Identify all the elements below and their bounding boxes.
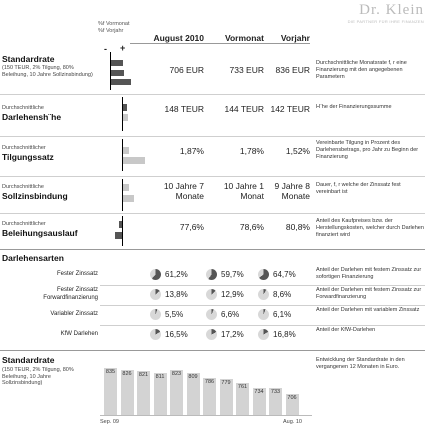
trend-bar [203, 378, 216, 415]
bar-prev-month [119, 221, 122, 228]
darlehensart-label: Variabler Zinssatz [50, 311, 98, 317]
share-pie-current [150, 329, 161, 340]
trend-description: Entwicklung der Standardrate in den vergangenen 12 Monaten in Euro. [316, 357, 405, 370]
share-pie-prev-month [206, 289, 217, 300]
row-title: Sollzinsbindung [2, 191, 68, 201]
share-pie-prev-year [258, 329, 269, 340]
trend-title: Standardrate [2, 355, 55, 365]
divider [0, 94, 425, 95]
darlehensart-description: Anteil der Darlehen mit variablem Zinssatz [316, 307, 420, 313]
bar-prev-year [111, 70, 124, 76]
share-value-prev-year: 8,6% [273, 290, 292, 299]
trend-bar [236, 383, 249, 415]
share-value-current: 16,5% [165, 330, 188, 339]
share-value-current: 13,8% [165, 290, 188, 299]
value-prev-year: 80,8% [285, 222, 310, 232]
bar-prev-year [123, 114, 128, 121]
bar-prev-year [123, 195, 134, 202]
value-prev-month: 733 EUR [229, 65, 264, 75]
value-current: 706 EUR [169, 65, 204, 75]
darlehensart-description: Anteil der Darlehen mit festem Zinssatz zur sofortigen Finanzierung [316, 267, 422, 280]
trend-bar-label: 786 [204, 378, 215, 385]
value-current: 148 TEUR [164, 104, 204, 114]
row-tilgungssatz [0, 139, 425, 175]
trend-bar-label: 779 [221, 380, 231, 387]
share-pie-current [150, 309, 161, 320]
share-pie-prev-month [206, 329, 217, 340]
row-description: Dauer, f, r welche der Zinssatz fest vereinbart ist [316, 182, 401, 195]
trend-bar [220, 379, 233, 415]
trend-bar-label: 823 [171, 371, 182, 378]
trend-bar [154, 373, 167, 415]
divider [100, 305, 425, 306]
trend-bar [187, 373, 200, 415]
value-current: 1,87% [179, 146, 204, 156]
darlehensart-description: Anteil der Darlehen mit festem Zinssatz zur Forwardfinanzierung [316, 287, 422, 300]
share-value-prev-year: 16,8% [273, 330, 296, 339]
row-darlehenshoehe [0, 97, 425, 135]
share-value-prev-year: 64,7% [273, 270, 296, 279]
col-current: August 2010 [153, 33, 204, 43]
trend-bar [137, 371, 150, 415]
logo-tagline: DIE PARTNER FÜR IHRE FINANZEN [347, 19, 424, 24]
bar-prev-year [123, 157, 145, 164]
trend-bar-label: 733 [270, 389, 281, 396]
row-description: H¨he der Finanzierungssumme [316, 104, 392, 110]
divider [0, 249, 425, 250]
darlehensart-label: Fester Zinssatz Forwardfinanzierung [43, 287, 98, 301]
darlehensart-label: KfW Darlehen [60, 331, 98, 337]
trend-bar-label: 809 [188, 374, 198, 381]
value-prev-year: 142 TEUR [270, 104, 310, 114]
row-description: Vereinbarte Tilgung in Prozent des Darlehensbetrags, pro Jahr zu Beginn der Finanzierung [316, 140, 419, 160]
divider [0, 213, 425, 214]
share-pie-current [150, 269, 161, 280]
bar-prev-month [123, 147, 129, 154]
value-prev-month: 10 Jahre 1 Monat [223, 181, 264, 201]
share-pie-prev-year [258, 269, 269, 280]
bar-arrow [111, 79, 131, 85]
row-title: Darlehensh¨he [2, 112, 62, 122]
row-axis [122, 216, 123, 246]
header-divider [130, 43, 310, 44]
trend-bar [253, 388, 266, 415]
row-small-label: Durchschnittlicher [2, 145, 46, 151]
trend-subtitle: (150 TEUR, 2% Tilgung, 80% Beleihung, 10 Jahre Sollzinsbindung) [2, 367, 74, 386]
row-small-label: Durchschnittliche [2, 184, 44, 190]
divider [0, 136, 425, 137]
row-small-label: Durchschnittlicher [2, 221, 46, 227]
share-pie-prev-month [206, 269, 217, 280]
row-beleihungsauslauf [0, 216, 425, 248]
legend-plus: + [120, 43, 126, 53]
logo-name: Dr. Klein [359, 2, 424, 18]
share-pie-prev-year [258, 309, 269, 320]
row-title: Standardrate [2, 54, 55, 64]
bar-prev-year [115, 232, 122, 239]
section-title-darlehensarten: Darlehensarten [2, 253, 64, 263]
bar-prev-month [123, 104, 127, 111]
trend-bar [269, 388, 282, 415]
bar-prev-month [123, 184, 129, 191]
trend-bar [104, 368, 117, 415]
col-prev-month: Vormonat [224, 33, 264, 43]
logo [318, 2, 424, 24]
value-prev-month: 78,6% [239, 222, 264, 232]
value-prev-year: 836 EUR [275, 65, 310, 75]
share-pie-current [150, 289, 161, 300]
share-pie-prev-year [258, 289, 269, 300]
value-current: 10 Jahre 7 Monate [163, 181, 204, 201]
row-small-label: Durchschnittliche [2, 105, 44, 111]
divider [0, 176, 425, 177]
divider [0, 350, 425, 351]
row-subtitle: (150 TEUR, 2% Tilgung, 80% Beleihung, 10 Jahre Sollzinsbindung) [2, 65, 93, 78]
trend-end-label: Aug. 10 [283, 419, 302, 425]
row-axis [122, 139, 123, 171]
row-description: Durchschnittliche Monatsrate f, r eine Finanzierung mit den angegebenen Parametern [316, 60, 407, 80]
value-prev-year: 9 Jahre 8 Monate [274, 181, 310, 201]
trend-bar-label: 734 [254, 389, 264, 396]
share-value-current: 5,5% [165, 310, 184, 319]
legend-minus: - [104, 44, 107, 54]
divider [100, 325, 425, 326]
trend-bar-label: 811 [155, 373, 165, 380]
trend-bar-label: 761 [237, 383, 248, 390]
trend-bar-label: 706 [287, 394, 297, 401]
share-value-prev-month: 17,2% [221, 330, 244, 339]
share-value-prev-month: 6,6% [221, 310, 240, 319]
trend-bar [286, 394, 299, 415]
share-value-prev-month: 12,9% [221, 290, 244, 299]
legend-prev-month: %f Vormonat [98, 21, 130, 27]
share-value-prev-year: 6,1% [273, 310, 292, 319]
value-prev-month: 1,78% [239, 146, 264, 156]
row-sollzinsbindung [0, 179, 425, 213]
standardrate-trend-chart [100, 366, 312, 416]
darlehensart-label: Fester Zinssatz [56, 271, 98, 277]
legend-prev-year: %f Vorjahr [98, 28, 124, 34]
col-prev-year: Vorjahr [280, 33, 310, 43]
trend-bar-label: 826 [122, 370, 132, 377]
trend-bar [170, 370, 183, 415]
trend-bar-label: 835 [105, 369, 116, 375]
value-prev-year: 1,52% [285, 146, 310, 156]
share-pie-prev-month [206, 309, 217, 320]
trend-bar [121, 370, 134, 415]
row-title: Tilgungssatz [2, 152, 54, 162]
row-description: Anteil des Kaufpreises bzw. der Herstellungskosten, welcher durch Darlehen finanziert wird [316, 218, 424, 238]
value-current: 77,6% [179, 222, 204, 232]
share-value-current: 61,2% [165, 270, 188, 279]
bar-prev-month [111, 60, 123, 66]
row-standardrate [0, 52, 425, 92]
share-value-prev-month: 59,7% [221, 270, 244, 279]
trend-start-label: Sep. 09 [100, 419, 119, 425]
row-title: Beleihungsauslauf [2, 228, 78, 238]
darlehensart-description: Anteil der KfW-Darlehen [316, 327, 376, 333]
value-prev-month: 144 TEUR [224, 104, 264, 114]
trend-bar-label: 821 [138, 371, 149, 378]
divider [100, 285, 425, 286]
